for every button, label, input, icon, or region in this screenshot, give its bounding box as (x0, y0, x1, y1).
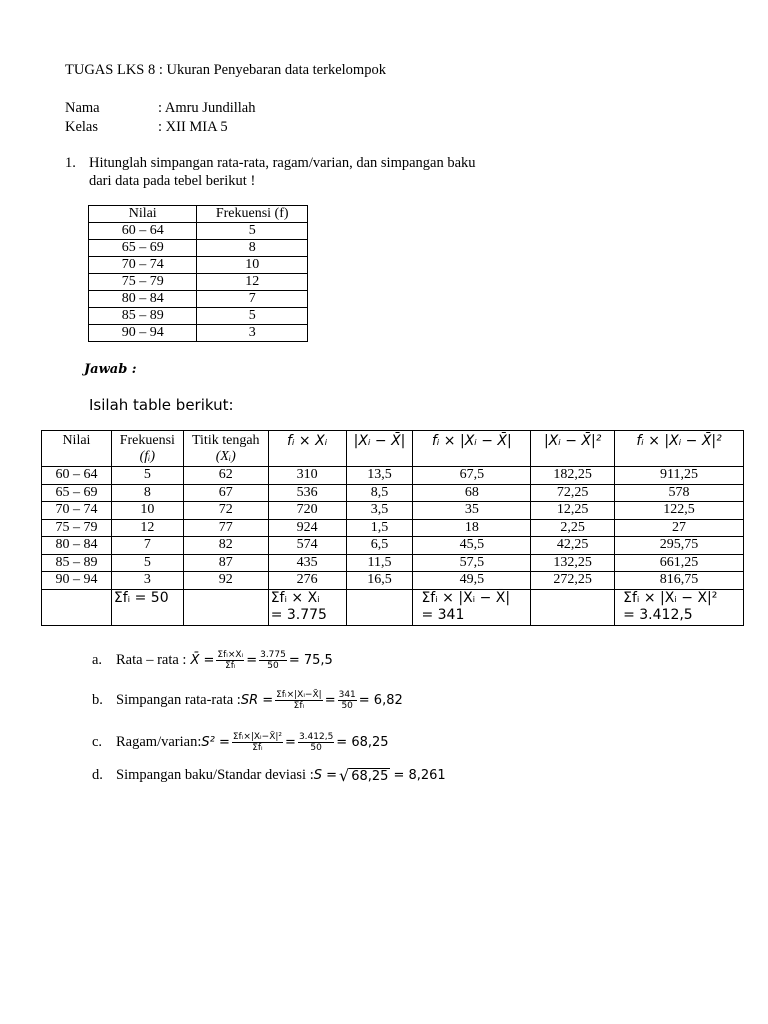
total-fi-xi (268, 589, 346, 625)
answer-c-label: c. (92, 734, 103, 750)
table-row (89, 291, 308, 308)
answer-d (92, 766, 446, 785)
total-empty (183, 589, 268, 625)
question-line-2: dari data pada tebel berikut ! (89, 173, 256, 189)
header-fi-xi: fᵢ × Xᵢ (268, 431, 346, 467)
cell-frekuensi: 8 (197, 240, 308, 257)
answer-d-text: Simpangan baku/Standar deviasi : (116, 767, 314, 783)
header-frekuensi (111, 431, 183, 467)
answer-b (92, 690, 403, 711)
cell-abs-dev: 3,5 (346, 502, 413, 520)
total-fi-abs-dev (413, 589, 531, 625)
answer-b-lhs: SR = (240, 693, 274, 708)
cell-fi-xi: 720 (268, 502, 346, 520)
answer-a (92, 650, 333, 671)
total-empty (346, 589, 413, 625)
answer-d-argument: 68,25 (351, 768, 389, 784)
cell-nilai: 65 – 69 (42, 484, 112, 502)
cell-fi-abs-dev: 68 (413, 484, 531, 502)
cell-fi-abs-dev: 45,5 (413, 537, 531, 555)
header-nilai: Nilai (42, 431, 112, 467)
question-number: 1. (65, 155, 76, 171)
cell-frekuensi: 3 (111, 572, 183, 590)
answer-a-label: a. (92, 652, 103, 668)
cell-frekuensi: 12 (197, 274, 308, 291)
cell-fi-abs-dev: 18 (413, 519, 531, 537)
cell-fi-sq-dev: 27 (615, 519, 744, 537)
total-fi-xi-value: = 3.775 (270, 606, 327, 623)
cell-fi-sq-dev: 295,75 (615, 537, 744, 555)
jawab-heading: Jawab : (84, 362, 137, 377)
cell-titik-tengah: 62 (183, 467, 268, 485)
doc-title: TUGAS LKS 8 : Ukuran Penyebaran data terkelompok (65, 62, 386, 78)
cell-nilai: 90 – 94 (89, 325, 197, 342)
cell-fi-sq-dev: 122,5 (615, 502, 744, 520)
total-empty (42, 589, 112, 625)
table-row (89, 257, 308, 274)
cell-fi-xi: 536 (268, 484, 346, 502)
cell-abs-dev: 11,5 (346, 554, 413, 572)
header-frekuensi-symbol: (fᵢ) (139, 448, 156, 464)
table-row (42, 537, 744, 555)
cell-nilai: 70 – 74 (42, 502, 112, 520)
answer-d-result: = 8,261 (393, 768, 446, 783)
cell-fi-abs-dev: 57,5 (413, 554, 531, 572)
answer-a-eq: = (246, 653, 258, 668)
table-row (42, 502, 744, 520)
answer-b-text: Simpangan rata-rata : (116, 692, 241, 708)
table-row (89, 274, 308, 291)
answer-c-lhs: S² = (201, 735, 230, 750)
cell-frekuensi: 5 (197, 223, 308, 240)
total-fi-abs-dev-value: = 341 (421, 606, 465, 623)
cell-fi-sq-dev: 578 (615, 484, 744, 502)
cell-abs-dev: 13,5 (346, 467, 413, 485)
calculation-table (41, 430, 744, 626)
cell-fi-abs-dev: 49,5 (413, 572, 531, 590)
cell-fi-xi: 924 (268, 519, 346, 537)
cell-nilai: 60 – 64 (89, 223, 197, 240)
cell-titik-tengah: 72 (183, 502, 268, 520)
table-row (42, 467, 744, 485)
total-fi-sq-dev-label: Σfᵢ × |Xᵢ − X̄|² (623, 589, 718, 606)
table-header-row (89, 206, 308, 223)
table-row (89, 308, 308, 325)
answer-a-fraction-2: $\frac{3.775}{50}$ (260, 650, 286, 671)
cell-nilai: 85 – 89 (89, 308, 197, 325)
answer-b-fraction-1: $\frac{\text{Σfᵢ×|Xᵢ−X̄|}}{\text{Σfᵢ}}$ (276, 690, 322, 711)
header-titik-tengah-symbol: (Xᵢ) (215, 448, 236, 464)
cell-frekuensi: 7 (197, 291, 308, 308)
header-nilai: Nilai (89, 206, 197, 223)
answer-a-result: = 75,5 (288, 653, 333, 668)
total-fi-xi-label: Σfᵢ × Xᵢ (270, 589, 320, 606)
cell-fi-xi: 574 (268, 537, 346, 555)
header-titik-tengah (183, 431, 268, 467)
cell-abs-dev: 1,5 (346, 519, 413, 537)
cell-fi-xi: 435 (268, 554, 346, 572)
cell-sq-dev: 272,25 (531, 572, 615, 590)
cell-titik-tengah: 92 (183, 572, 268, 590)
answer-b-result: = 6,82 (358, 693, 403, 708)
table-row (89, 223, 308, 240)
answer-c-text: Ragam/varian: (116, 734, 202, 750)
table-row (89, 240, 308, 257)
table-row (42, 519, 744, 537)
cell-sq-dev: 182,25 (531, 467, 615, 485)
cell-nilai: 80 – 84 (42, 537, 112, 555)
table-row (42, 484, 744, 502)
cell-fi-sq-dev: 661,25 (615, 554, 744, 572)
cell-frekuensi: 5 (111, 554, 183, 572)
cell-sq-dev: 2,25 (531, 519, 615, 537)
cell-nilai: 65 – 69 (89, 240, 197, 257)
answer-c-eq: = (285, 735, 296, 750)
question-line-1: Hitunglah simpangan rata-rata, ragam/varian, dan simpangan baku (89, 155, 476, 171)
cell-frekuensi: 10 (111, 502, 183, 520)
total-empty (531, 589, 615, 625)
answer-b-label: b. (92, 692, 103, 708)
total-fi: Σfᵢ = 50 (111, 589, 183, 625)
header-frekuensi-label: Frekuensi (119, 432, 175, 448)
table-header-row (42, 431, 744, 467)
sqrt-icon: √ (339, 766, 350, 785)
table-row (89, 325, 308, 342)
cell-fi-xi: 310 (268, 467, 346, 485)
answer-a-lhs: X̄ = (190, 653, 215, 668)
class-value: : XII MIA 5 (158, 119, 228, 135)
cell-fi-abs-dev: 35 (413, 502, 531, 520)
header-fi-abs-dev: fᵢ × |Xᵢ − X̄| (413, 431, 531, 467)
cell-fi-sq-dev: 816,75 (615, 572, 744, 590)
table-row (42, 572, 744, 590)
cell-frekuensi: 7 (111, 537, 183, 555)
cell-nilai: 85 – 89 (42, 554, 112, 572)
cell-titik-tengah: 82 (183, 537, 268, 555)
header-fi-sq-dev: fᵢ × |Xᵢ − X̄|² (615, 431, 744, 467)
answer-d-lhs: S = (313, 768, 338, 783)
answer-d-label: d. (92, 767, 103, 783)
answer-c (92, 732, 389, 753)
class-label: Kelas (65, 119, 99, 135)
data-table (88, 205, 308, 342)
answer-a-text: Rata – rata : (116, 652, 187, 668)
cell-titik-tengah: 67 (183, 484, 268, 502)
cell-fi-sq-dev: 911,25 (615, 467, 744, 485)
total-fi-abs-dev-label: Σfᵢ × |Xᵢ − X̄| (421, 589, 511, 606)
cell-titik-tengah: 87 (183, 554, 268, 572)
answer-c-result: = 68,25 (336, 735, 389, 750)
cell-sq-dev: 42,25 (531, 537, 615, 555)
answer-c-fraction-1: $\frac{\text{Σfᵢ×|Xᵢ−X̄|²}}{\text{Σfᵢ}}$ (232, 732, 283, 753)
name-label: Nama (65, 100, 100, 116)
cell-fi-xi: 276 (268, 572, 346, 590)
cell-frekuensi: 5 (197, 308, 308, 325)
cell-nilai: 60 – 64 (42, 467, 112, 485)
cell-nilai: 75 – 79 (42, 519, 112, 537)
cell-frekuensi: 5 (111, 467, 183, 485)
name-value: : Amru Jundillah (158, 100, 256, 116)
table-row (42, 554, 744, 572)
cell-abs-dev: 16,5 (346, 572, 413, 590)
total-fi-sq-dev-value: = 3.412,5 (623, 606, 693, 623)
cell-abs-dev: 8,5 (346, 484, 413, 502)
cell-frekuensi: 8 (111, 484, 183, 502)
cell-frekuensi: 10 (197, 257, 308, 274)
answer-b-fraction-2: $\frac{341}{50}$ (338, 690, 356, 711)
cell-titik-tengah: 77 (183, 519, 268, 537)
totals-row (42, 589, 744, 625)
cell-nilai: 70 – 74 (89, 257, 197, 274)
answer-b-eq: = (324, 693, 336, 708)
header-titik-tengah-label: Titik tengah (191, 432, 260, 448)
total-fi-sq-dev (615, 589, 744, 625)
cell-sq-dev: 12,25 (531, 502, 615, 520)
cell-fi-abs-dev: 67,5 (413, 467, 531, 485)
header-sq-dev: |Xᵢ − X̄|² (531, 431, 615, 467)
answer-c-fraction-2: $\frac{3.412,5}{50}$ (298, 732, 334, 753)
cell-sq-dev: 132,25 (531, 554, 615, 572)
header-abs-dev: |Xᵢ − X̄| (346, 431, 413, 467)
cell-abs-dev: 6,5 (346, 537, 413, 555)
cell-frekuensi: 3 (197, 325, 308, 342)
header-frekuensi: Frekuensi (f) (197, 206, 308, 223)
cell-nilai: 75 – 79 (89, 274, 197, 291)
cell-sq-dev: 72,25 (531, 484, 615, 502)
answer-a-fraction-1: $\frac{\text{Σfᵢ×Xᵢ}}{\text{Σfᵢ}}$ (217, 650, 244, 671)
cell-frekuensi: 12 (111, 519, 183, 537)
cell-nilai: 80 – 84 (89, 291, 197, 308)
cell-nilai: 90 – 94 (42, 572, 112, 590)
isilah-instruction: Isilah table berikut: (89, 396, 234, 414)
